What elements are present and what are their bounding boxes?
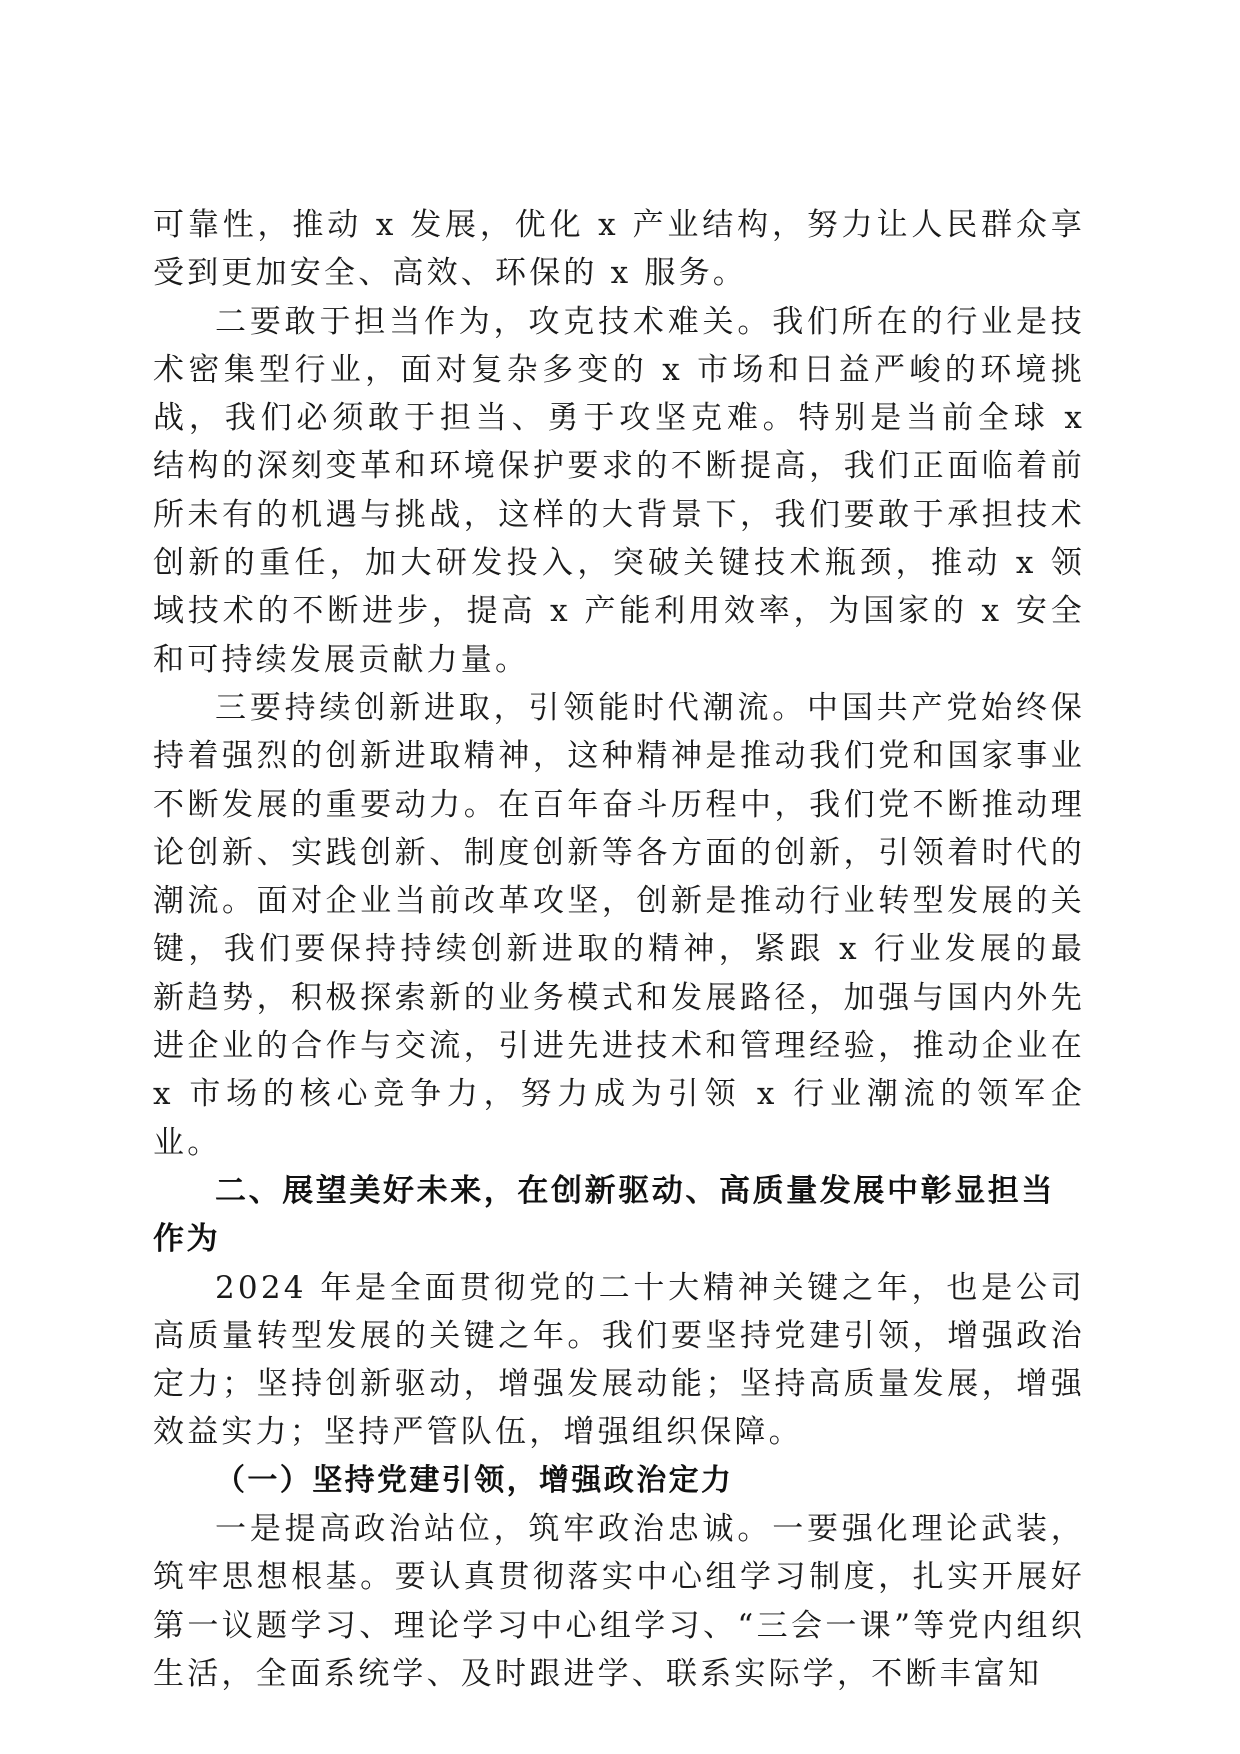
- section-heading: 二、展望美好未来，在创新驱动、高质量发展中彰显担当作为: [153, 1172, 1055, 1258]
- paragraph-continuation: 可靠性，推动 x 发展，优化 x 产业结构，努力让人民群众享受到更加安全、高效、环保的 x 服务。: [153, 207, 1085, 292]
- paragraph-innovation: 三要持续创新进取，引领能时代潮流。中国共产党始终保持着强烈的创新进取精神，这种精神是推动我们党和国家事业不断发展的重要动力。在百年奋斗历程中，我们党不断推动理论创新、实践创新、制度创新等各方面的创新，引领着时代的潮流。面对企业当前改革攻坚，创新是推动行业转型发展的关键，我们要保持持续创新进取的精神，紧跟 x 行业发展的最新趋势，积极探索新的业务模式和发展路径，加强与国内外先进企业的合作与交流，引进先进技术和管理经验，推动企业在 x 市场的核心竞争力，努力成为引领 x 行业潮流的领军企业。: [153, 689, 1085, 1161]
- paragraph-take-responsibility: 二要敢于担当作为，攻克技术难关。我们所在的行业是技术密集型行业，面对复杂多变的 x 市场和日益严峻的环境挑战，我们必须敢于担当、勇于攻坚克难。特别是当前全球 x 结构的深刻变革和环境保护要求的不断提高，我们正面临着前所未有的机遇与挑战，这样的大背景下，我们要敢于承担技术创新的重任，加大研发投入，突破关键技术瓶颈，推动 x 领域技术的不断进步，提高 x 产能利用效率，为国家的 x 安全和可持续发展贡献力量。: [153, 303, 1085, 678]
- subsection-heading: （一）坚持党建引领，增强政治定力: [215, 1462, 734, 1498]
- section-intro-paragraph: 2024 年是全面贯彻党的二十大精神关键之年，也是公司高质量转型发展的关键之年。我们要坚持党建引领，增强政治定力；坚持创新驱动，增强发展动能；坚持高质量发展，增强效益实力；坚持严管队伍，增强组织保障。: [153, 1269, 1085, 1451]
- paragraph-political-stance: 一是提高政治站位，筑牢政治忠诚。一要强化理论武装，筑牢思想根基。要认真贯彻落实中心组学习制度，扎实开展好第一议题学习、理论学习中心组学习、“三会一课”等党内组织生活，全面系统学、及时跟进学、联系实际学，不断丰富知: [153, 1511, 1085, 1692]
- document-body: [153, 201, 1085, 1698]
